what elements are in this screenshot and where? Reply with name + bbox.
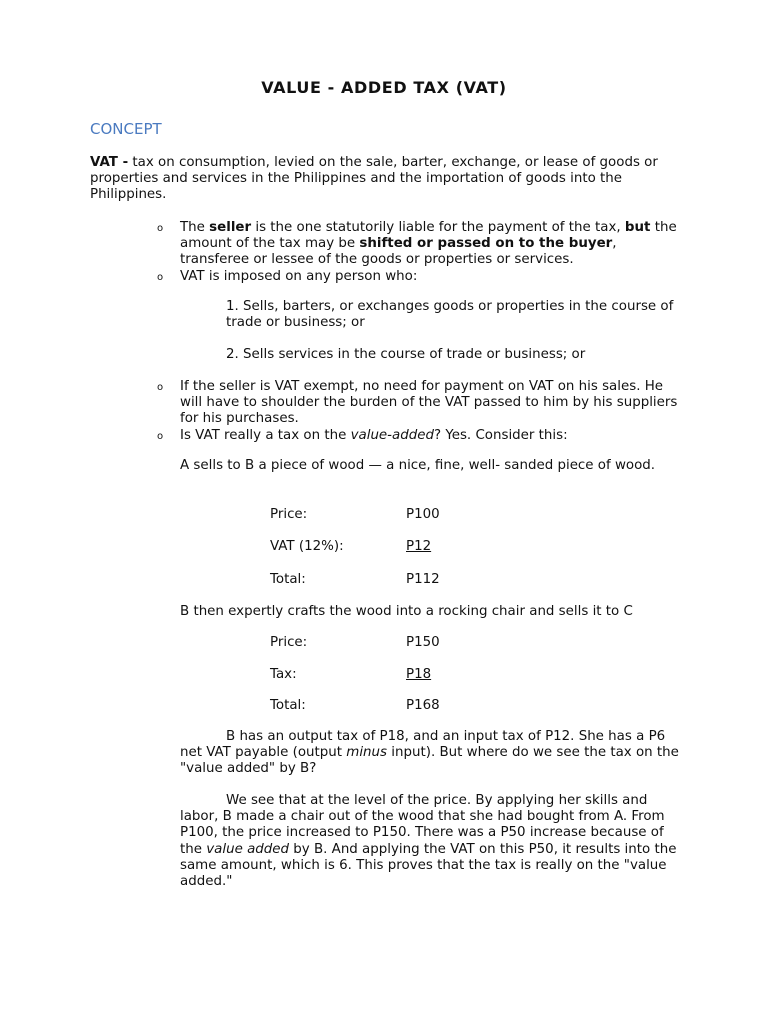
section-heading: CONCEPT <box>90 120 162 138</box>
explanation-paragraph-2 <box>180 793 680 890</box>
bullet-text: The <box>180 220 210 235</box>
bold-text: seller <box>209 220 252 235</box>
bullet-value-added-question <box>180 428 680 444</box>
bullet-marker: o <box>157 431 164 442</box>
total-value: P112 <box>406 572 440 587</box>
bullet-text: Is VAT really a tax on the <box>180 428 351 443</box>
vat-definition <box>90 155 680 204</box>
bullet-marker: o <box>157 382 164 393</box>
bullet-vat-exempt: If the seller is VAT exempt, no need for payment on VAT on his sales. He will have to shoulder the burden of the VAT passed to him by his suppliers for his purchases. <box>180 379 678 427</box>
bullet-marker: o <box>157 223 164 234</box>
total-label: Total: <box>270 698 306 713</box>
italic-text: minus <box>346 745 388 761</box>
price-value: P100 <box>406 507 440 522</box>
bullet-vat-imposed: VAT is imposed on any person who: <box>180 269 418 284</box>
example-middle: B then expertly crafts the wood into a rocking chair and sells it to C <box>180 604 633 619</box>
paragraph-text: input). But where do we see the tax on the "value added" by B? <box>180 745 679 777</box>
explanation-paragraph-1 <box>180 729 680 778</box>
list-item-sells-goods: 1. Sells, barters, or exchanges goods or properties in the course of trade or business; or <box>226 299 674 331</box>
vat-label: VAT (12%): <box>270 539 344 554</box>
example-intro: A sells to B a piece of wood — a nice, fine, well- sanded piece of wood. <box>180 458 656 473</box>
paragraph-text: B has an output tax of P18, and an input tax of P12. She has a P6 net VAT payable (output <box>180 729 666 761</box>
price-label: Price: <box>270 507 308 522</box>
bullet-marker: o <box>157 272 164 283</box>
tax-label: Tax: <box>270 667 297 682</box>
paragraph-text: by B. And applying the VAT on this P50, it results into the same amount, which is 6. This proves that the tax is really on the "value added." <box>180 841 677 890</box>
price-value: P150 <box>406 635 440 650</box>
bullet-seller-liability <box>180 220 680 269</box>
total-value: P168 <box>406 698 440 713</box>
price-label: Price: <box>270 635 308 650</box>
vat-value: P12 <box>406 539 432 554</box>
list-item-sells-services: 2. Sells services in the course of trade or business; or <box>226 347 586 362</box>
bullet-text: , transferee or lessee of the goods or properties or services. <box>180 236 617 268</box>
bullet-text: ? Yes. Consider this: <box>433 428 568 443</box>
italic-text: value-added <box>350 428 434 443</box>
bullet-text: the amount of the tax may be <box>180 220 677 252</box>
definition-text: tax on consumption, levied on the sale, barter, exchange, or lease of goods or properties and services in the Philippines and the importation of goods into the Philippines. <box>90 155 658 203</box>
italic-text: value added <box>206 841 290 857</box>
document-title: VALUE - ADDED TAX (VAT) <box>261 78 507 97</box>
tax-value: P18 <box>406 667 432 682</box>
definition-term: VAT - <box>90 155 129 170</box>
bold-text: but <box>624 220 651 235</box>
bold-text: shifted or passed on to the buyer <box>359 236 613 252</box>
bullet-text: is the one statutorily liable for the payment of the tax, <box>251 220 625 235</box>
total-label: Total: <box>270 572 306 587</box>
paragraph-text: We see that at the level of the price. By applying her skills and labor, B made a chair out of the wood that she had bought from A. From P100, the price increased to P150. There was a P50 increase because of the <box>180 793 665 857</box>
